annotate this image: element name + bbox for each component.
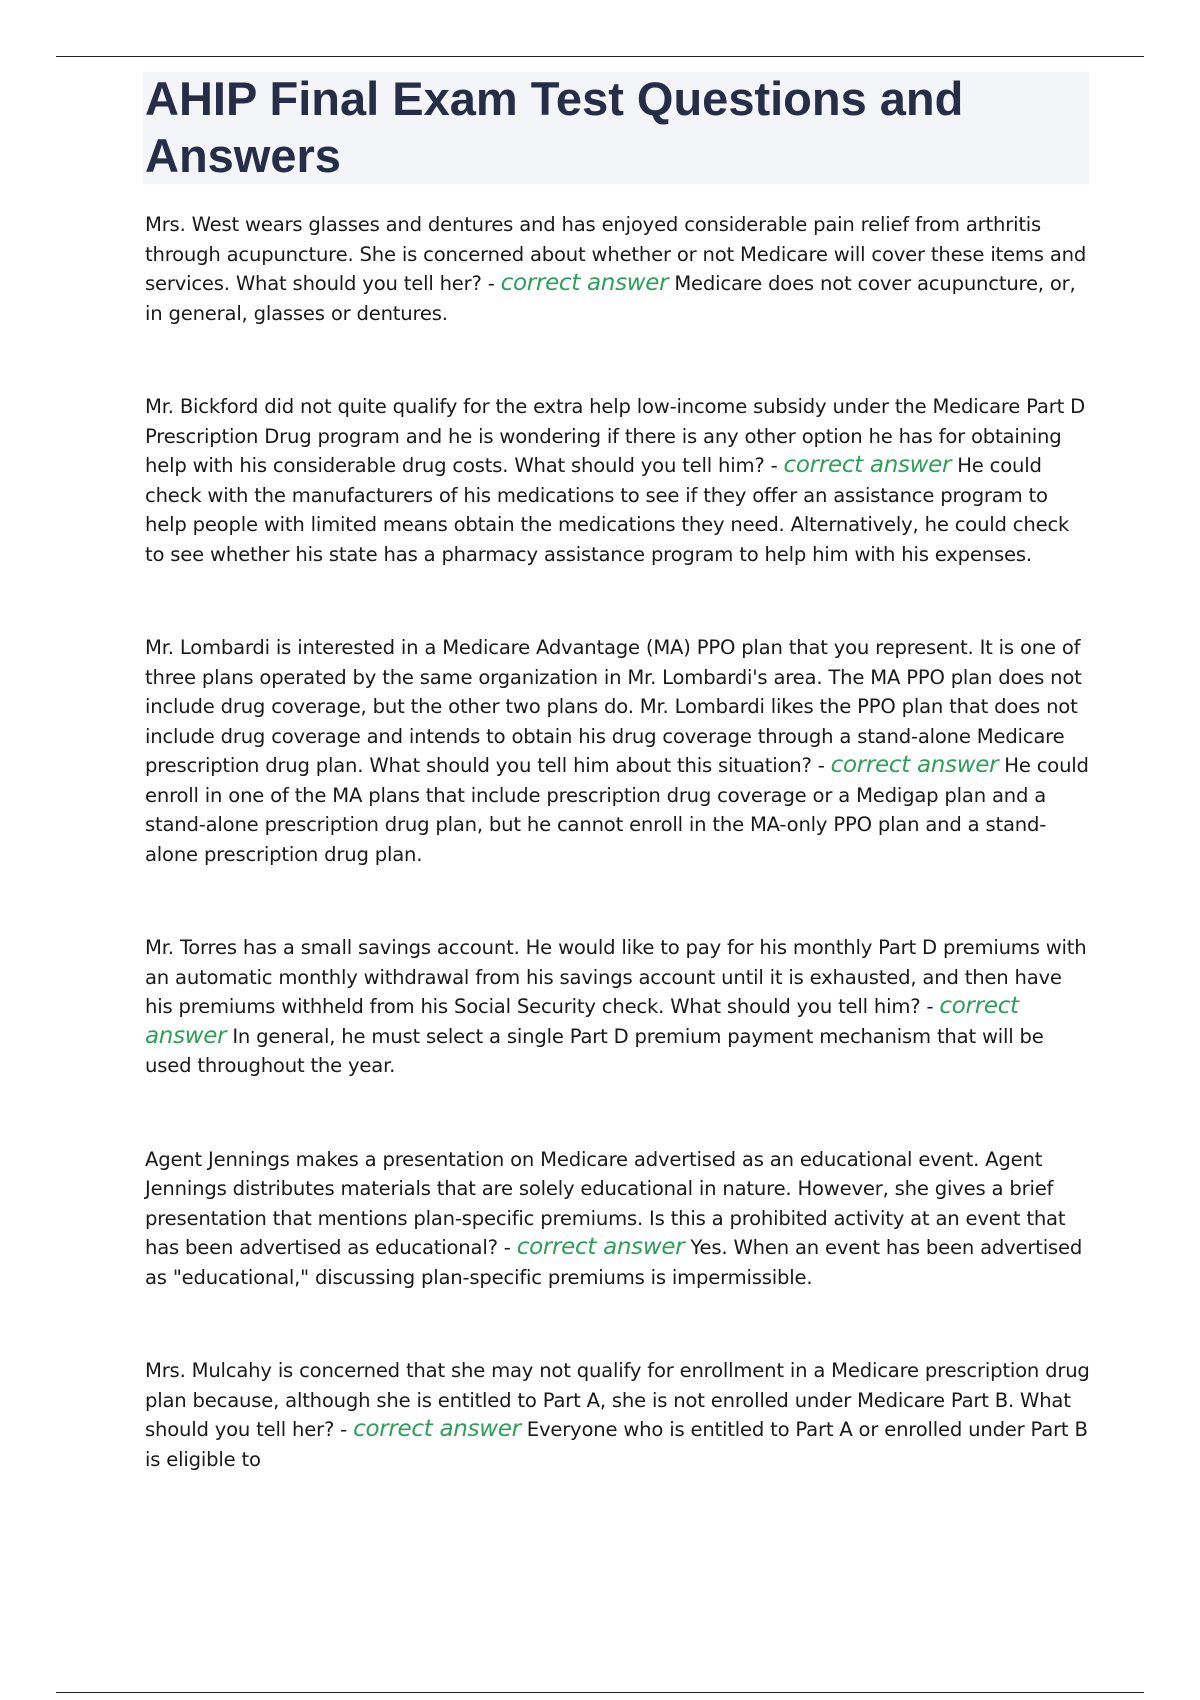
question-text: Agent Jennings makes a presentation on Medicare advertised as an educational event. Agent Jennings distributes materials that are solely educational in nature. However, she gives a brief presentation that mentions plan-specific premiums. Is this a prohibited activity at an event that has been advertised as educational? [145,1147,1066,1259]
separator: - [764,454,784,477]
qa-item [145,1145,1090,1293]
question-text: Mr. Torres has a small savings account. He would like to pay for his monthly Part D premiums with an automatic monthly withdrawal from his savings account until it is exhausted, and then have his premiums withheld from his Social Security check. What should you tell him? [145,936,1087,1018]
correct-answer-label: correct answer [500,270,669,296]
correct-answer-label: correct answer [783,452,952,478]
question-text: Mrs. Mulcahy is concerned that she may not qualify for enrollment in a Medicare prescription drug plan because, although she is entitled to Part A, she is not enrolled under Medicare Part B. What should you tell her? [145,1359,1090,1441]
correct-answer-label: correct answer [145,993,1019,1049]
answer-text: Yes. When an event has been advertised as "educational," discussing plan-specific premiums is impermissible. [145,1236,1083,1289]
document-title: AHIP Final Exam Test Questions and Answers [145,72,964,182]
separator: - [920,995,940,1018]
qa-list [145,210,1090,1538]
qa-item [145,933,1090,1081]
top-rule [56,56,1144,57]
qa-item [145,1356,1090,1474]
question-text: Mr. Bickford did not quite qualify for the extra help low-income subsidy under the Medicare Part D Prescription Drug program and he is wondering if there is any other option he has for obtaining help with his considerable drug costs. What should you tell him? [145,395,1085,477]
question-text: Mrs. West wears glasses and dentures and has enjoyed considerable pain relief from arthritis through acupuncture. She is concerned about whether or not Medicare will cover these items and services. What should you tell her? [145,213,1087,295]
bottom-rule [56,1692,1144,1693]
answer-text: He could check with the manufacturers of his medications to see if they offer an assistance program to help people with limited means obtain the medications they need. Alternatively, he could check to see whether his state has a pharmacy assistance program to help him with his expenses. [145,454,1070,566]
separator: - [811,754,831,777]
qa-item [145,210,1090,328]
correct-answer-label: correct answer [830,752,999,778]
separator: - [481,272,501,295]
answer-text: Medicare does not cover acupuncture, or, in general, glasses or dentures. [145,272,1076,325]
answer-text: In general, he must select a single Part D premium payment mechanism that will be used throughout the year. [145,1024,1044,1077]
qa-item [145,633,1090,869]
correct-answer-label: correct answer [516,1234,685,1260]
correct-answer-label: correct answer [353,1416,521,1442]
answer-text: Everyone who is entitled to Part A or enrolled under Part B is eligible to [145,1418,1088,1471]
separator: - [497,1236,517,1259]
separator: - [334,1418,354,1441]
question-text: Mr. Lombardi is interested in a Medicare Advantage (MA) PPO plan that you represent. It is one of three plans operated by the same organization in Mr. Lombardi's area. The MA PPO plan does not include drug coverage, but the other two plans do. Mr. Lombardi likes the PPO plan that does not include drug coverage and intends to obtain his drug coverage through a stand-alone Medicare prescription drug plan. What should you tell him about this situation? [145,636,1082,777]
qa-item [145,392,1090,569]
answer-text: He could enroll in one of the MA plans that include prescription drug coverage or a Medigap plan and a stand-alone prescription drug plan, but he cannot enroll in the MA-only PPO plan and a stand-alone prescription drug plan. [145,754,1089,866]
